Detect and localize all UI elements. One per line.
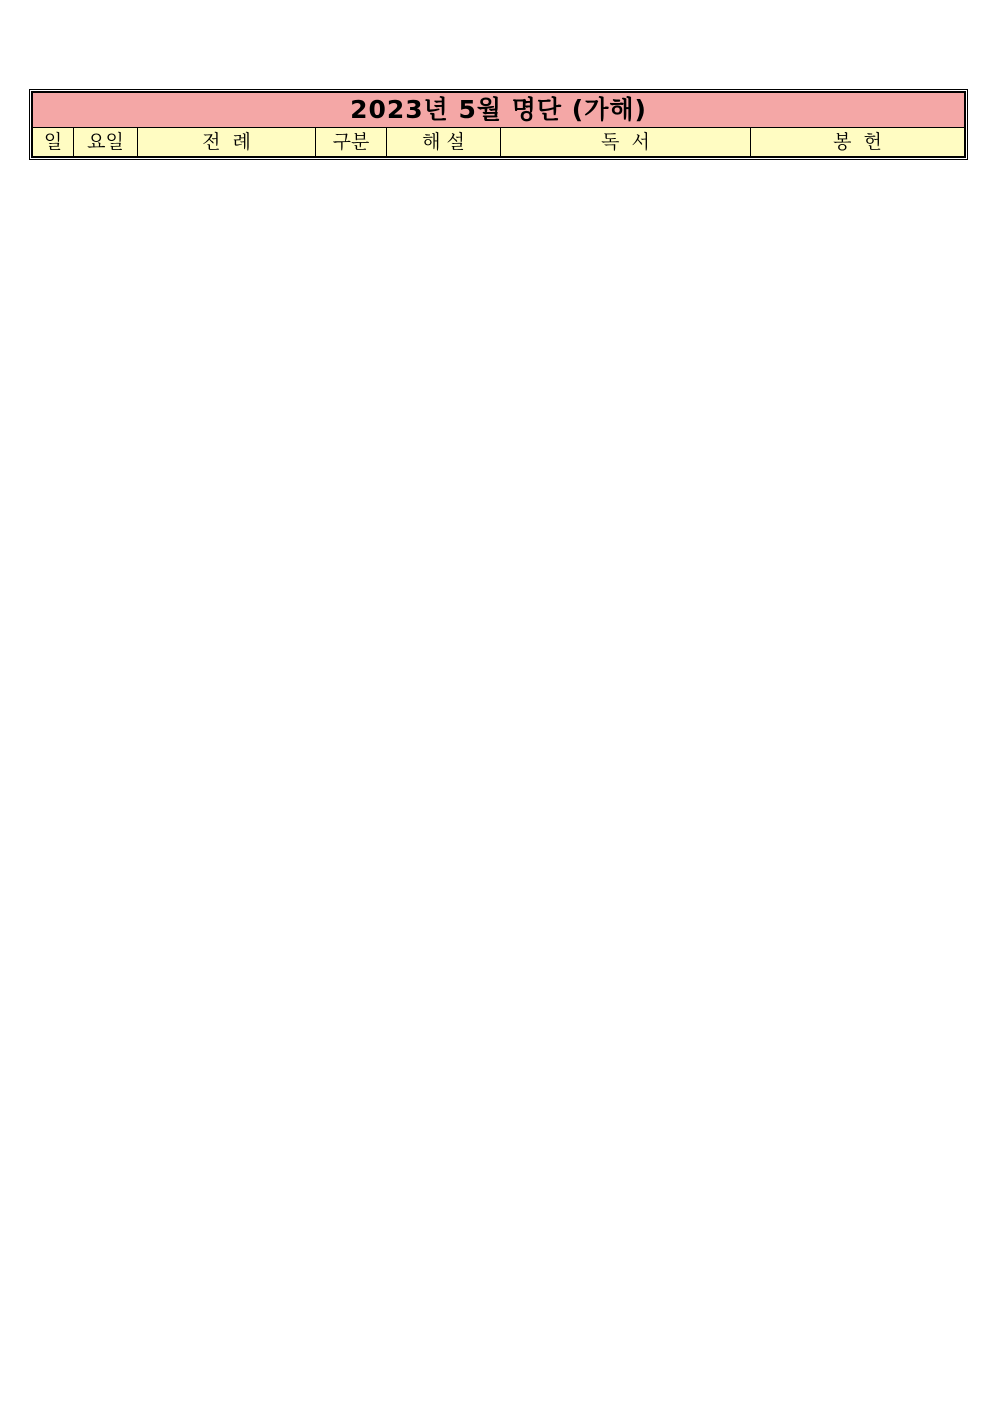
schedule-sheet — [29, 89, 968, 160]
header-offering: 봉 헌 — [751, 128, 965, 157]
header-weekday: 요일 — [74, 128, 138, 157]
header-row — [33, 128, 965, 157]
schedule-table — [32, 92, 965, 157]
header-type: 구분 — [316, 128, 387, 157]
header-commentary: 해 설 — [387, 128, 501, 157]
header-day: 일 — [33, 128, 74, 157]
header-reading: 독 서 — [501, 128, 751, 157]
page-title: 2023년 5월 명단 (가해) — [33, 93, 965, 128]
header-liturgy: 전 례 — [138, 128, 316, 157]
